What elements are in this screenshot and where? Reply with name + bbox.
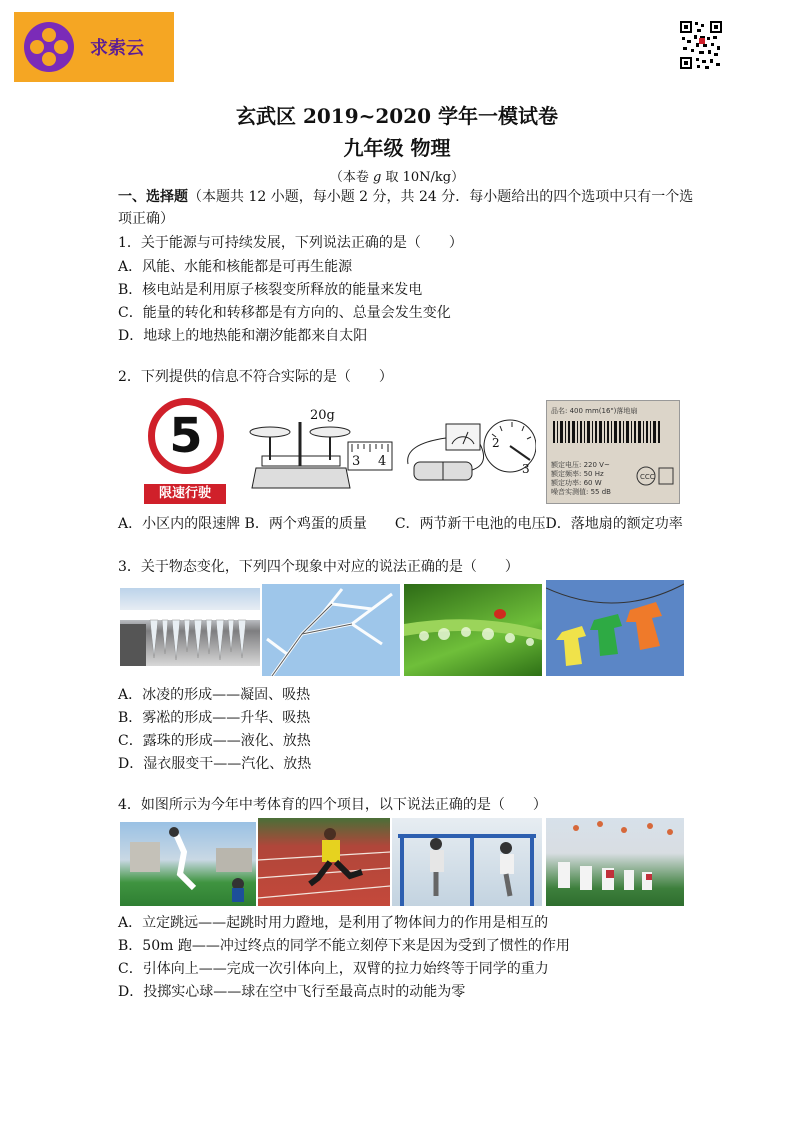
q4-option-a: A．立定跳远——起跳时用力蹬地，是利用了物体间力的作用是相互的	[118, 915, 549, 931]
q4-option-b: B．50m 跑——冲过终点的同学不能立刻停下来是因为受到了惯性的作用	[118, 938, 570, 954]
svg-text:CCC: CCC	[640, 473, 655, 481]
dew-on-leaf-icon	[404, 584, 542, 676]
sprint-photo	[258, 818, 390, 906]
standing-long-jump-photo	[120, 822, 256, 906]
icicles-icon	[120, 588, 260, 666]
dew-drops-photo	[404, 584, 542, 676]
scale-mass-label: 20g	[310, 408, 335, 423]
exam-subtitle: 九年级 物理	[343, 136, 451, 160]
q1-option-d: D．地球上的地热能和潮汐能都来自太阳	[118, 328, 368, 344]
nameplate-title: 品名: 400 mm(16")落地扇	[551, 407, 638, 415]
clothes-on-line-icon	[546, 580, 684, 676]
speed-limit-sign	[144, 398, 226, 506]
voltmeter-figure	[404, 404, 536, 494]
q3-option-a: A．冰凌的形成——凝固、吸热	[118, 687, 311, 703]
nameplate-frequency: 额定频率: 50 Hz	[551, 470, 604, 478]
speed-limit-number: 5	[148, 398, 224, 474]
long-jump-icon	[120, 822, 256, 906]
sprinter-icon	[258, 818, 390, 906]
rime-photo	[262, 584, 400, 676]
speed-limit-label: 限速行驶	[144, 484, 226, 504]
exam-title: 玄武区 2019~2020 学年一模试卷	[235, 104, 558, 128]
q3-option-b: B．雾凇的形成——升华、吸热	[118, 710, 311, 726]
nameplate-noise: 噪音实测值: 55 dB	[551, 488, 611, 496]
q4-option-c: C．引体向上——完成一次引体向上，双臂的拉力始终等于同学的重力	[118, 961, 549, 977]
icicles-photo	[120, 588, 260, 666]
voltmeter-icon	[404, 404, 536, 494]
q3-option-c: C．露珠的形成——液化、放热	[118, 733, 311, 749]
ruler-tick-3: 3	[352, 454, 361, 469]
ccc-mark-icon	[635, 465, 675, 487]
q1-stem: 1．关于能源与可持续发展，下列说法正确的是（ ）	[118, 235, 463, 251]
q1-option-a: A．风能、水能和核能都是可再生能源	[118, 259, 353, 275]
shot-throw-photo	[546, 818, 684, 906]
brand-name: 求索云	[90, 38, 144, 59]
frosted-tree-icon	[262, 584, 400, 676]
pull-up-photo	[392, 818, 542, 906]
q3-stem: 3．关于物态变化，下列四个现象中对应的说法正确的是（ ）	[118, 559, 519, 575]
q4-option-d: D．投掷实心球——球在空中飞行至最高点时的动能为零	[118, 984, 466, 1000]
q2-options: A．小区内的限速牌 B．两个鸡蛋的质量 C．两节新干电池的电压D．落地扇的额定功率	[118, 516, 683, 532]
q1-option-c: C．能量的转化和转移都是有方向的、总量会发生变化	[118, 305, 451, 321]
meter-tick-2: 2	[492, 436, 500, 450]
medicine-ball-throw-icon	[546, 818, 684, 906]
nameplate-voltage: 额定电压: 220 V~	[551, 461, 610, 469]
section1-heading-line: 一、选择题（本题共 12 小题，每小题 2 分，共 24 分．每小题给出的四个选项中只有一个选	[118, 189, 694, 205]
q2-stem: 2．下列提供的信息不符合实际的是（ ）	[118, 369, 393, 385]
q1-option-b: B．核电站是利用原子核裂变所释放的能量来发电	[118, 282, 423, 298]
brand-logo	[14, 12, 174, 82]
fan-nameplate	[546, 400, 680, 504]
meter-tick-3: 3	[522, 462, 530, 476]
q4-stem: 4．如图所示为今年中考体育的四个项目，以下说法正确的是（ ）	[118, 797, 547, 813]
nameplate-specs	[551, 461, 611, 497]
exam-note: （本卷 g 取 10N/kg）	[329, 170, 465, 185]
section1-desc-cont: 项正确）	[118, 211, 174, 227]
barcode-icon	[553, 421, 665, 449]
pull-up-bar-icon	[392, 818, 542, 906]
qr-code-icon	[679, 20, 723, 70]
drying-clothes-photo	[546, 580, 684, 676]
nameplate-power: 额定功率: 60 W	[551, 479, 602, 487]
ruler-tick-4: 4	[378, 454, 387, 469]
brand-flower-icon	[24, 22, 74, 72]
balance-scale-figure	[246, 402, 394, 494]
q3-option-d: D．湿衣服变干——汽化、放热	[118, 756, 312, 772]
